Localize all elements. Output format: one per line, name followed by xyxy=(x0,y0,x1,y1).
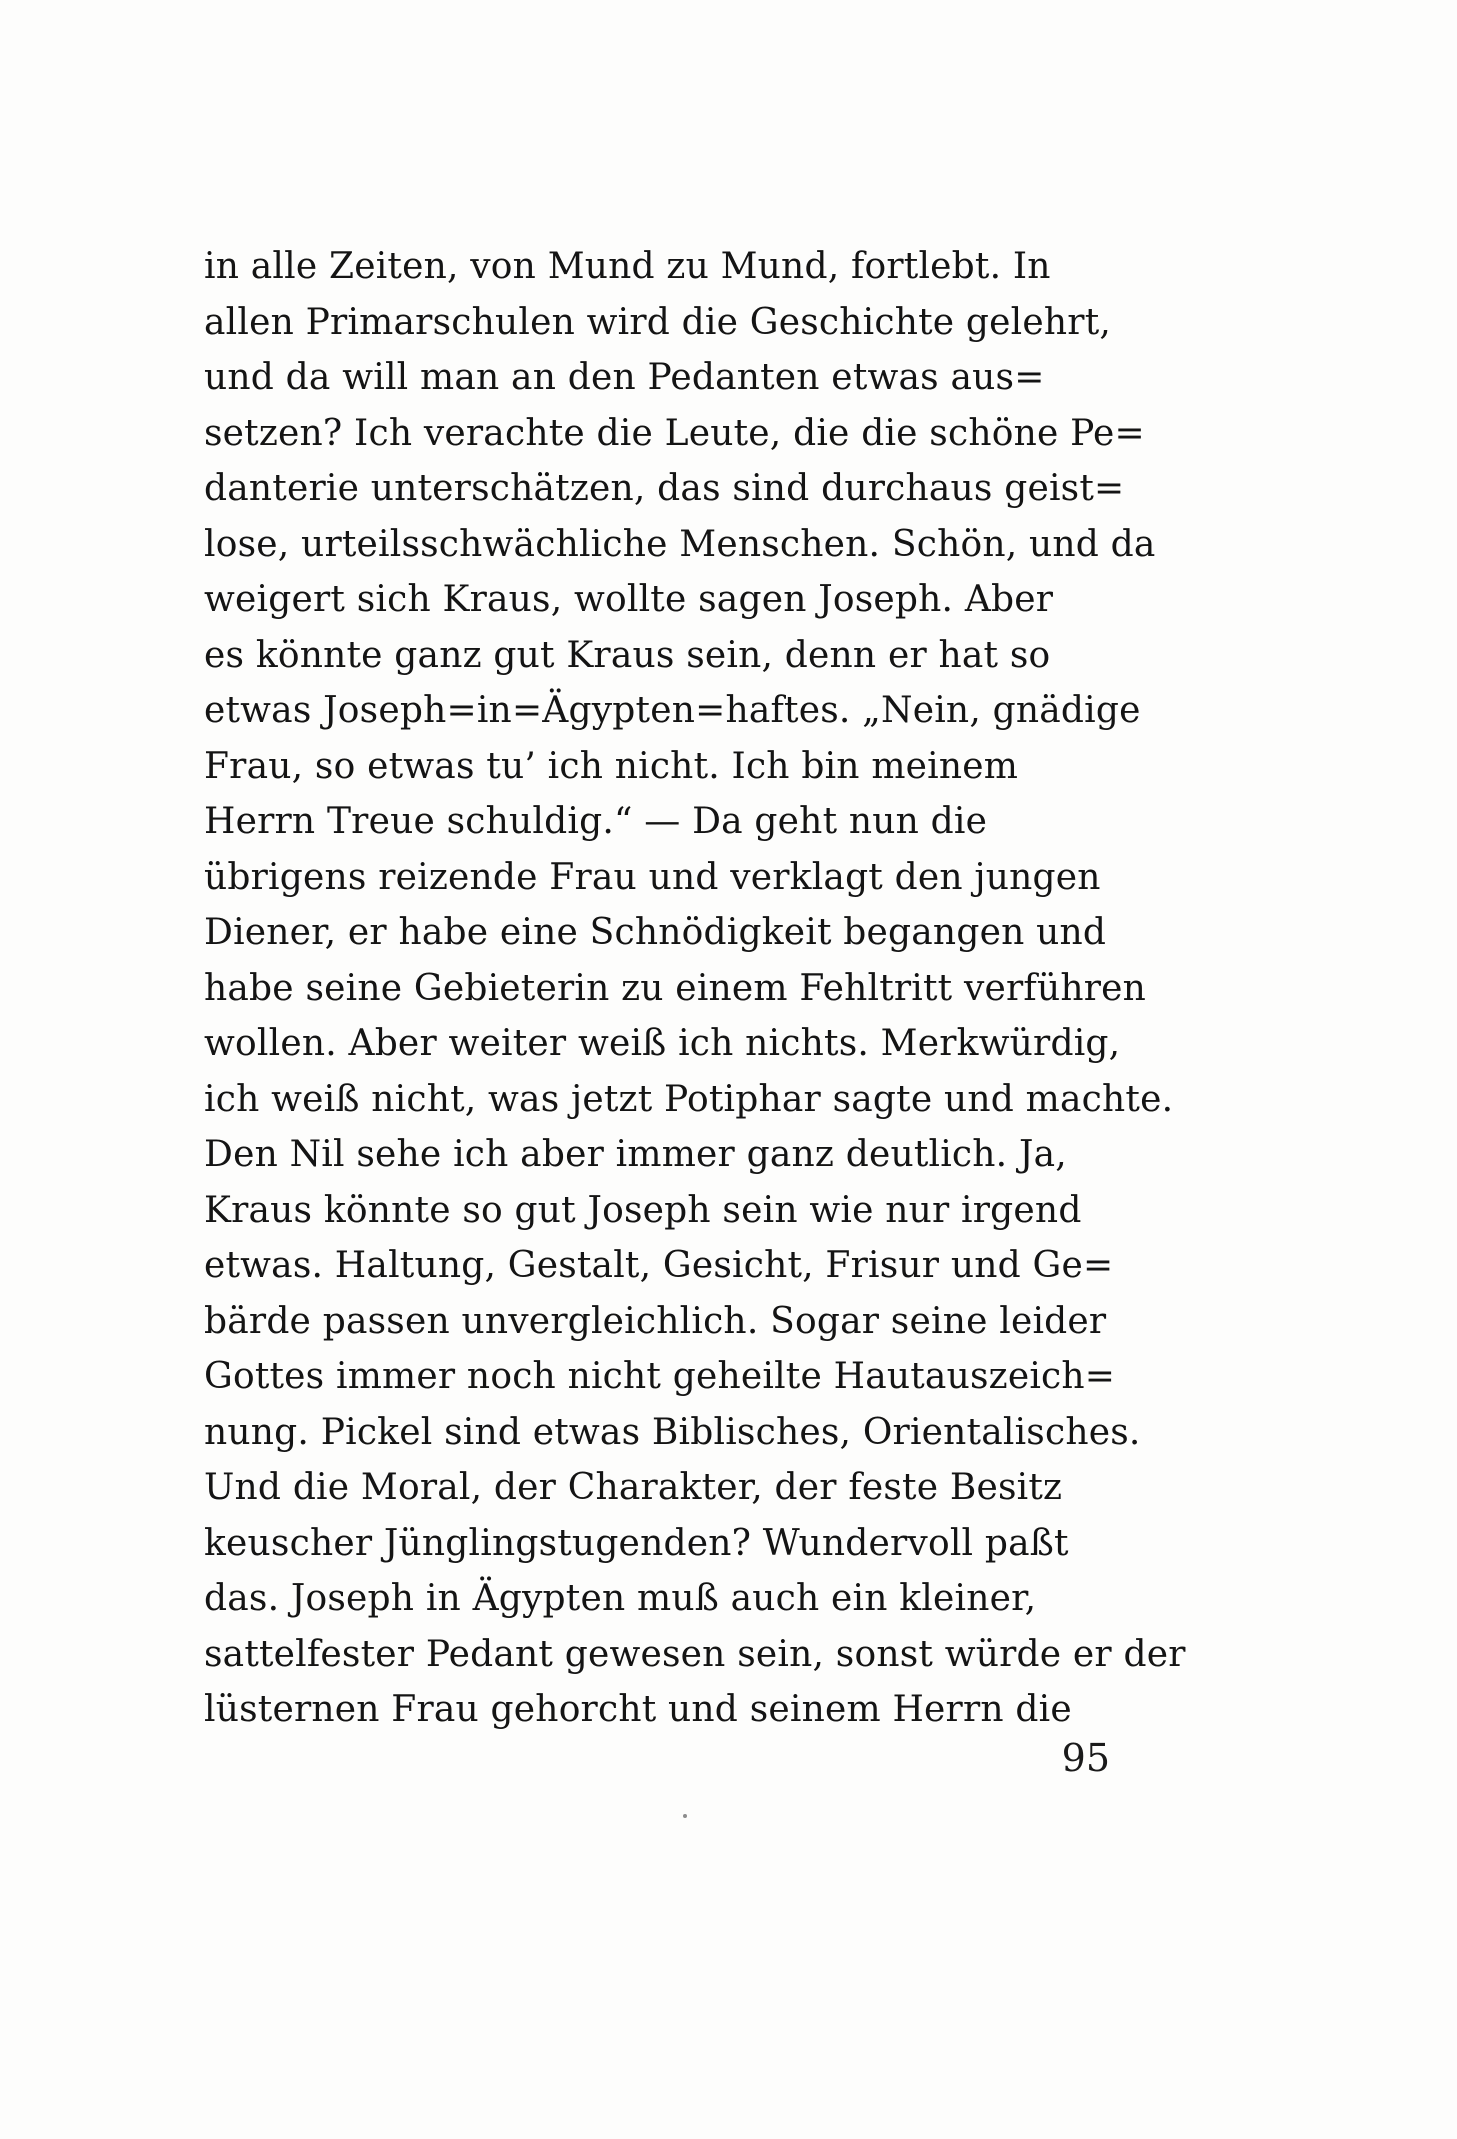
text-line: bärde passen unvergleichlich. Sogar seine leider xyxy=(204,1300,1107,1342)
text-line: wollen. Aber weiter weiß ich nichts. Merkwürdig, xyxy=(204,1023,1121,1064)
scan-artifact-speck xyxy=(683,1814,687,1818)
text-line: nung. Pickel sind etwas Biblisches, Orientalisches. xyxy=(204,1411,1141,1453)
text-line: das. Joseph in Ägypten muß auch ein kleiner, xyxy=(204,1578,1037,1619)
text-line: etwas Joseph=in=Ägypten=haftes. „Nein, gnädige xyxy=(204,690,1141,731)
page-number: 95 xyxy=(1061,1736,1110,1780)
text-line: sattelfester Pedant gewesen sein, sonst würde er der xyxy=(204,1633,1186,1675)
text-line: setzen? Ich verachte die Leute, die die schöne Pe= xyxy=(204,412,1145,454)
text-line: habe seine Gebieterin zu einem Fehltritt verführen xyxy=(204,967,1147,1009)
text-line: allen Primarschulen wird die Geschichte gelehrt, xyxy=(204,301,1111,343)
text-line: etwas. Haltung, Gestalt, Gesicht, Frisur und Ge= xyxy=(204,1245,1114,1286)
text-line: Den Nil sehe ich aber immer ganz deutlich. Ja, xyxy=(204,1134,1067,1175)
text-line: Herrn Treue schuldig.“ — Da geht nun die xyxy=(204,801,988,842)
text-line: übrigens reizende Frau und verklagt den jungen xyxy=(204,856,1101,898)
text-line: keuscher Jünglingstugenden? Wundervoll paßt xyxy=(204,1522,1069,1564)
text-line: und da will man an den Pedanten etwas aus= xyxy=(204,357,1045,398)
text-line: danterie unterschätzen, das sind durchaus geist= xyxy=(204,468,1125,509)
text-line: Diener, er habe eine Schnödigkeit begangen und xyxy=(204,912,1107,953)
body-text-block xyxy=(204,239,1186,1738)
text-line: weigert sich Kraus, wollte sagen Joseph. Aber xyxy=(204,579,1054,620)
text-line: Kraus könnte so gut Joseph sein wie nur irgend xyxy=(204,1189,1082,1231)
text-line: es könnte ganz gut Kraus sein, denn er hat so xyxy=(204,634,1051,676)
text-line: Frau, so etwas tu’ ich nicht. Ich bin meinem xyxy=(204,745,1019,787)
text-line: ich weiß nicht, was jetzt Potiphar sagte und machte. xyxy=(204,1078,1174,1120)
text-line: lose, urteilsschwächliche Menschen. Schön, und da xyxy=(204,523,1156,565)
text-line: lüsternen Frau gehorcht und seinem Herrn die xyxy=(204,1689,1072,1730)
text-line: Gottes immer noch nicht geheilte Hautauszeich= xyxy=(204,1356,1116,1397)
text-line: Und die Moral, der Charakter, der feste Besitz xyxy=(204,1467,1063,1508)
text-line: in alle Zeiten, von Mund zu Mund, fortlebt. In xyxy=(204,246,1051,287)
